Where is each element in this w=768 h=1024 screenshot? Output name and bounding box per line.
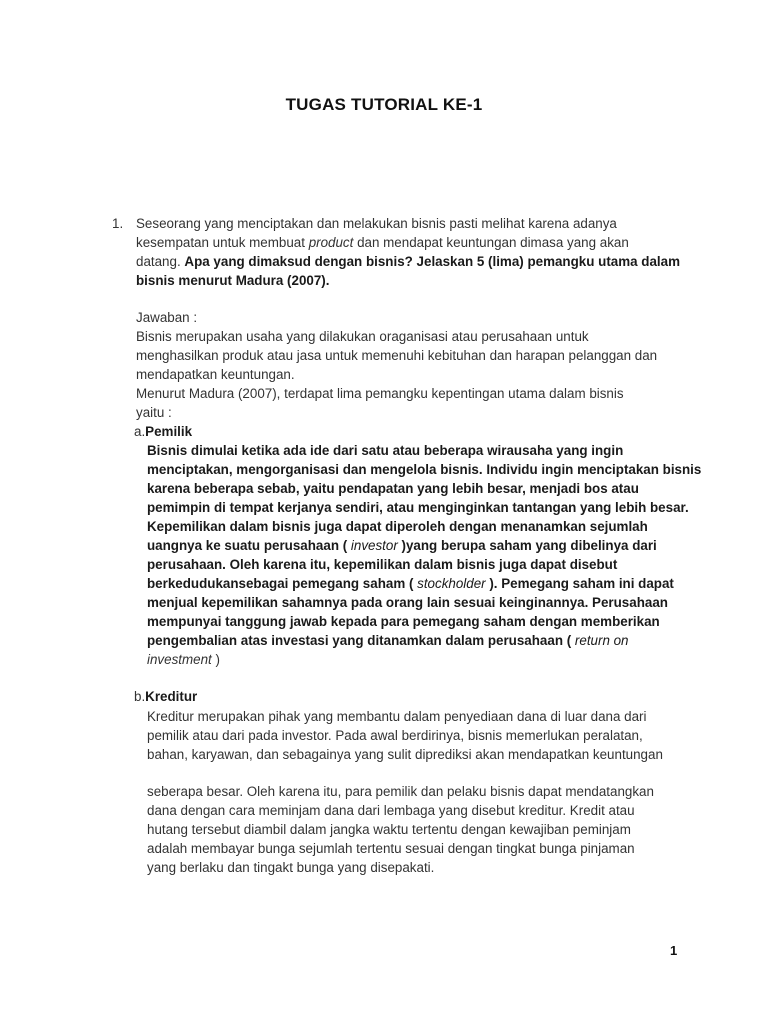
- section-a-italic: return on: [574, 633, 629, 648]
- section-a-text: berkedudukansebagai pemegang saham (: [147, 576, 418, 591]
- answer-line: mendapatkan keuntungan.: [136, 367, 295, 382]
- section-a-text: uangnya ke suatu perusahaan (: [147, 538, 351, 553]
- section-b-line: hutang tersebut diambil dalam jangka waktu tertentu dengan kewajiban peminjam: [147, 822, 631, 837]
- section-a-title: Pemilik: [145, 424, 193, 439]
- section-a-line: menciptakan, mengorganisasi dan mengelola bisnis. Individu ingin menciptakan bisnis: [147, 462, 702, 477]
- section-a-line: perusahaan. Oleh karena itu, kepemilikan dalam bisnis juga dapat disebut: [147, 557, 618, 572]
- question-line-2: [136, 233, 629, 252]
- question-line-1: Seseorang yang menciptakan dan melakukan bisnis pasti melihat karena adanya: [136, 216, 617, 231]
- section-b-line: Kreditur merupakan pihak yang membantu dalam penyediaan dana di luar dana dari: [147, 709, 647, 724]
- section-a-italic: investment: [147, 652, 212, 667]
- item-number: 1.: [112, 216, 124, 231]
- question-text: datang.: [136, 254, 185, 269]
- section-a-line: [147, 536, 657, 555]
- section-a-line: Bisnis dimulai ketika ada ide dari satu atau beberapa wirausaha yang ingin: [147, 443, 624, 458]
- section-b-line: seberapa besar. Oleh karena itu, para pemilik dan pelaku bisnis dapat mendatangkan: [147, 784, 654, 799]
- section-a-line: [147, 574, 674, 593]
- answer-line: yaitu :: [136, 405, 172, 420]
- question-line-4: bisnis menurut Madura (2007).: [136, 273, 330, 288]
- answer-line: Bisnis merupakan usaha yang dilakukan oraganisasi atau perusahaan untuk: [136, 329, 589, 344]
- section-a-text: ). Pemegang saham ini dapat: [485, 576, 674, 591]
- question-bold: Apa yang dimaksud dengan bisnis? Jelaskan 5 (lima) pemangku utama dalam: [184, 254, 681, 269]
- answer-line: menghasilkan produk atau jasa untuk memenuhi kebituhan dan harapan pelanggan dan: [136, 348, 658, 363]
- section-b-line: dana dengan cara meminjam dana dari lembaga yang disebut kreditur. Kredit atau: [147, 803, 635, 818]
- section-a-line: karena beberapa sebab, yaitu pendapatan yang lebih besar, menjadi bos atau: [147, 481, 639, 496]
- section-a-line: Kepemilikan dalam bisnis juga dapat diperoleh dengan menanamkan sejumlah: [147, 519, 648, 534]
- document-title: TUGAS TUTORIAL KE-1: [285, 95, 483, 114]
- page-number: 1: [670, 943, 678, 958]
- section-a-line: mempunyai tanggung jawab kepada para pemegang saham dengan memberikan: [147, 614, 660, 629]
- section-a-line: [147, 631, 629, 650]
- question-line-3: [136, 252, 680, 271]
- question-text: kesempatan untuk membuat: [136, 235, 309, 250]
- section-b-title: Kreditur: [145, 689, 198, 704]
- section-a-line: [147, 650, 220, 669]
- section-a-italic: investor: [350, 538, 398, 553]
- section-b-line: adalah membayar bunga sejumlah tertentu sesuai dengan tingkat bunga pinjaman: [147, 841, 635, 856]
- section-a-italic: stockholder: [417, 576, 486, 591]
- answer-label: Jawaban :: [136, 310, 198, 325]
- section-b-heading: [134, 687, 197, 706]
- question-text: dan mendapat keuntungan dimasa yang akan: [353, 235, 629, 250]
- section-a-line: pemimpin di tempat kerjanya sendiri, atau menginginkan tantangan yang lebih besar.: [147, 500, 689, 515]
- section-b-line: yang berlaku dan tingakt bunga yang disepakati.: [147, 860, 435, 875]
- answer-line: Menurut Madura (2007), terdapat lima pemangku kepentingan utama dalam bisnis: [136, 386, 624, 401]
- section-b-line: pemilik atau dari pada investor. Pada awal berdirinya, bisnis memerlukan peralatan,: [147, 728, 643, 743]
- section-a-heading: [134, 422, 192, 441]
- question-italic: product: [308, 235, 354, 250]
- section-a-text: pengembalian atas investasi yang ditanamkan dalam perusahaan (: [147, 633, 575, 648]
- section-a-prefix: a.: [134, 424, 146, 439]
- section-b-prefix: b.: [134, 689, 146, 704]
- section-a-text: )yang berupa saham yang dibelinya dari: [397, 538, 657, 553]
- section-a-line: menjual kepemilikan sahamnya pada orang lain sesuai keinginannya. Perusahaan: [147, 595, 668, 610]
- section-a-text: ): [211, 652, 220, 667]
- section-b-line: bahan, karyawan, dan sebagainya yang sulit diprediksi akan mendapatkan keuntungan: [147, 747, 663, 762]
